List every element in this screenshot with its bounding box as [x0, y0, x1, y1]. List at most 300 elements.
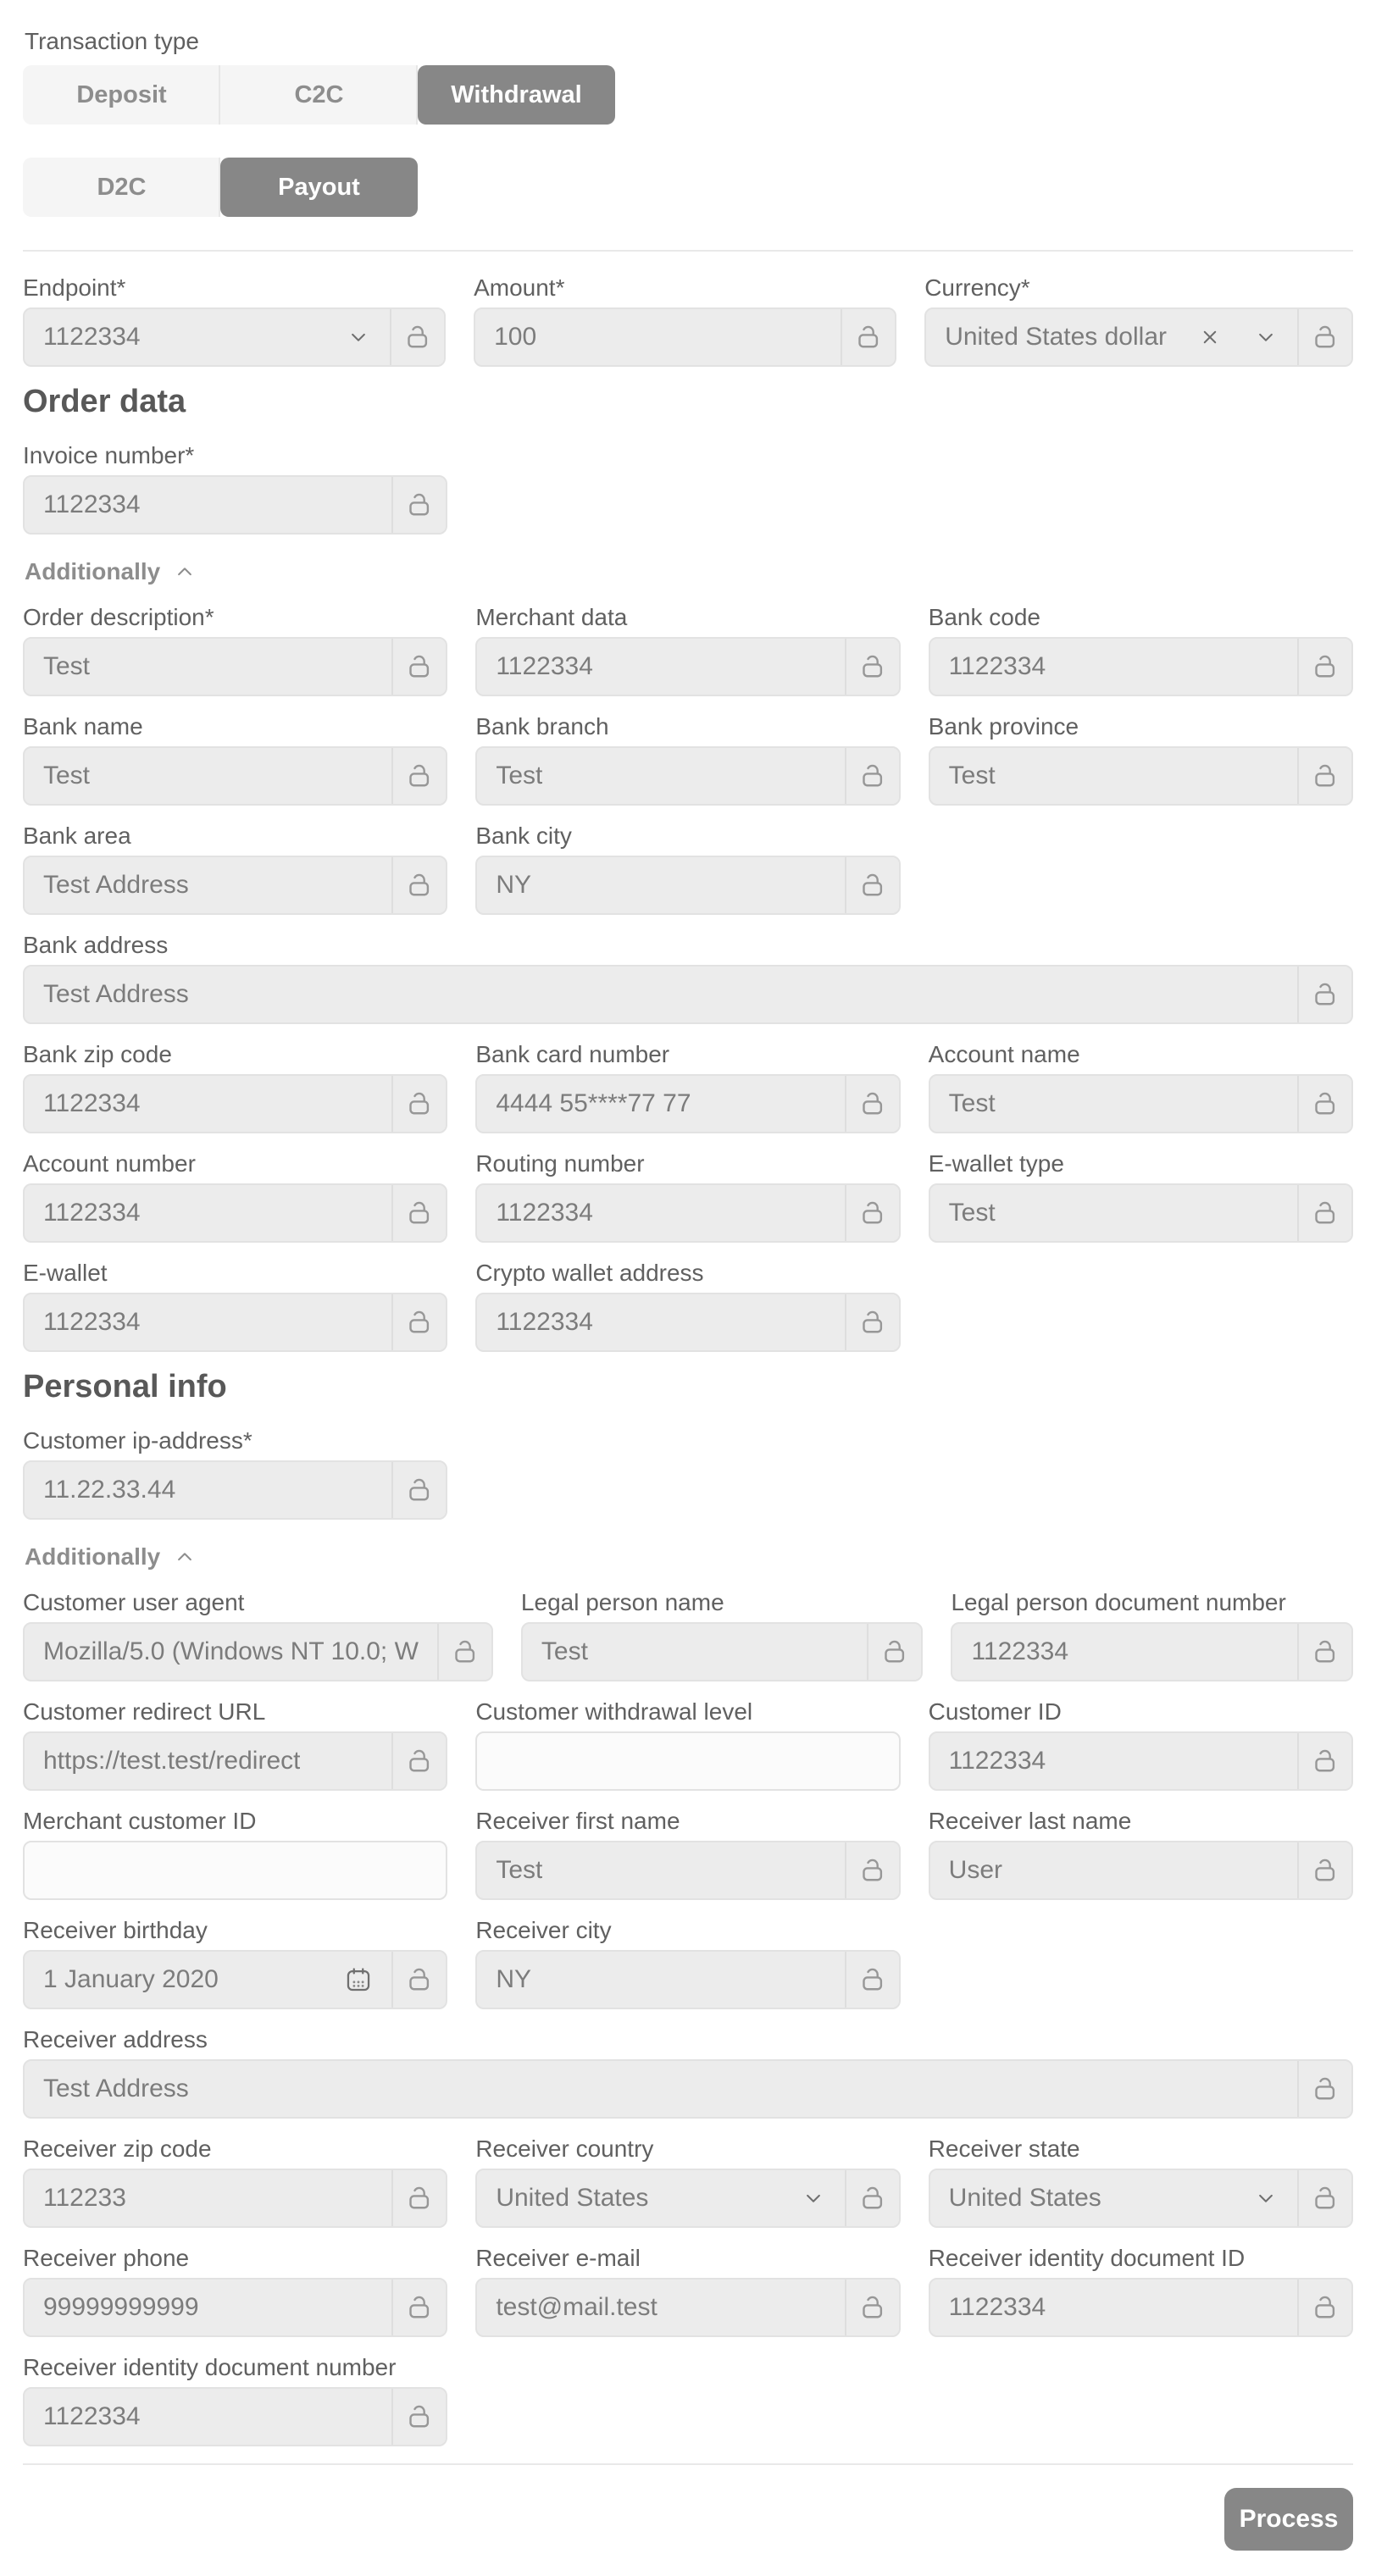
lock-toggle[interactable]: [1297, 748, 1351, 804]
field-value: Test: [496, 1856, 543, 1884]
lock-toggle[interactable]: [391, 1185, 446, 1241]
field-value: Test: [948, 1089, 996, 1117]
form-row: [23, 1698, 1353, 1791]
unlock-icon: [404, 761, 435, 791]
lock-toggle[interactable]: [391, 748, 446, 804]
customer-id-label: Customer ID: [928, 1698, 1062, 1725]
lock-toggle[interactable]: [1297, 1842, 1351, 1898]
unlock-icon: [404, 1089, 435, 1119]
field-main: [523, 1624, 868, 1680]
field-bank-name: [23, 713, 447, 806]
lock-toggle[interactable]: [391, 1952, 446, 2008]
field-value: United States: [948, 2184, 1101, 2212]
unlock-icon: [404, 1198, 435, 1228]
field-receiver-birthday: [23, 1917, 447, 2009]
field-routing-number: [475, 1150, 900, 1243]
field-value: 100: [494, 323, 537, 351]
order-additionally-toggle[interactable]: [25, 558, 197, 585]
field-value: 1122334: [948, 652, 1046, 680]
bank-name-input[interactable]: [23, 746, 447, 806]
field-main: [930, 639, 1297, 695]
e-wallet-type-label: E-wallet type: [928, 1150, 1064, 1177]
field-main: [25, 2280, 391, 2335]
lock-toggle[interactable]: [1297, 2061, 1351, 2117]
additionally-label: Additionally: [25, 1543, 161, 1570]
field-value: Test: [948, 762, 996, 789]
field-merchant-customer-id: [23, 1808, 447, 1900]
unlock-icon: [1310, 1198, 1340, 1228]
unlock-icon: [404, 651, 435, 682]
lock-toggle[interactable]: [845, 2280, 899, 2335]
personal-additionally-toggle[interactable]: [25, 1543, 197, 1571]
field-bank-card-number: [475, 1041, 900, 1133]
form-row: [23, 823, 1353, 915]
receiver-identity-document-number-label: Receiver identity document number: [23, 2354, 397, 2380]
transaction-type-group: [23, 65, 1353, 125]
account-number-label: Account number: [23, 1150, 196, 1177]
field-main: [477, 748, 844, 804]
chevron-up-icon: [172, 1544, 197, 1570]
unlock-icon: [450, 1637, 480, 1667]
field-legal-person-document-number: [951, 1589, 1353, 1681]
lock-toggle[interactable]: [1297, 1624, 1351, 1680]
unlock-icon: [1310, 1089, 1340, 1119]
form-row: [23, 1260, 1353, 1352]
endpoint-label: Endpoint*: [23, 274, 126, 301]
bank-area-label: Bank area: [23, 823, 131, 849]
lock-toggle[interactable]: [391, 639, 446, 695]
bank-card-number-input[interactable]: [475, 1074, 900, 1133]
bank-branch-label: Bank branch: [475, 713, 609, 740]
receiver-address-input[interactable]: [23, 2059, 1353, 2119]
field-main: [25, 1185, 391, 1241]
unlock-icon: [402, 322, 433, 352]
e-wallet-input[interactable]: [23, 1293, 447, 1352]
chevron-down-icon: [346, 324, 371, 350]
form-footer: [23, 2488, 1353, 2551]
receiver-first-name-input[interactable]: [475, 1841, 900, 1900]
endpoint-select[interactable]: [23, 307, 446, 367]
field-crypto-wallet-address: [475, 1260, 900, 1352]
receiver-identity-document-id-input[interactable]: [929, 2278, 1353, 2337]
field-main: [25, 2389, 391, 2445]
lock-toggle[interactable]: [1297, 639, 1351, 695]
lock-toggle[interactable]: [391, 477, 446, 533]
receiver-e-mail-input[interactable]: [475, 2278, 900, 2337]
field-value: 11.22.33.44: [43, 1476, 176, 1504]
lock-toggle[interactable]: [1297, 1185, 1351, 1241]
bank-zip-code-input[interactable]: [23, 1074, 447, 1133]
field-value: https://test.test/redirect: [43, 1747, 301, 1775]
bank-address-input[interactable]: [23, 965, 1353, 1024]
field-main: [926, 309, 1297, 365]
field-main: [477, 857, 844, 913]
unlock-icon: [857, 1964, 888, 1995]
receiver-zip-code-label: Receiver zip code: [23, 2136, 212, 2162]
lock-toggle[interactable]: [391, 2280, 446, 2335]
field-customer-user-agent: [23, 1589, 493, 1681]
lock-toggle[interactable]: [437, 1624, 491, 1680]
unlock-icon: [404, 490, 435, 520]
lock-toggle[interactable]: [391, 2389, 446, 2445]
field-main: [477, 1952, 844, 2008]
legal-person-document-number-input[interactable]: [951, 1622, 1353, 1681]
unlock-icon: [404, 870, 435, 900]
field-amount: [474, 274, 896, 367]
field-main: [930, 748, 1297, 804]
lock-toggle[interactable]: [1297, 967, 1351, 1022]
field-value: Test Address: [43, 2075, 189, 2102]
receiver-first-name-label: Receiver first name: [475, 1808, 680, 1834]
lock-toggle[interactable]: [390, 309, 444, 365]
field-receiver-e-mail: [475, 2245, 900, 2337]
customer-user-agent-label: Customer user agent: [23, 1589, 245, 1615]
clear-icon[interactable]: [1197, 324, 1223, 350]
field-main: [25, 1076, 391, 1132]
order-description-input[interactable]: [23, 637, 447, 696]
field-main: [952, 1624, 1297, 1680]
tab-payout[interactable]: Payout: [220, 158, 418, 217]
unlock-icon: [404, 1964, 435, 1995]
lock-toggle[interactable]: [391, 1733, 446, 1789]
field-customer-redirect-url: [23, 1698, 447, 1791]
form-row: [23, 1150, 1353, 1243]
field-customer-ip-address: [23, 1427, 447, 1520]
field-main: [930, 2280, 1297, 2335]
unlock-icon: [1310, 2292, 1340, 2323]
unlock-icon: [404, 2401, 435, 2432]
bank-province-input[interactable]: [929, 746, 1353, 806]
lock-toggle[interactable]: [845, 1076, 899, 1132]
field-receiver-city: [475, 1917, 900, 2009]
field-value: 1122334: [948, 2293, 1046, 2321]
form-row: [23, 1917, 1353, 2009]
lock-toggle[interactable]: [845, 748, 899, 804]
field-main: [25, 1624, 437, 1680]
lock-toggle[interactable]: [845, 1294, 899, 1350]
field-main: [25, 639, 391, 695]
unlock-icon: [1310, 322, 1340, 352]
field-value: Test: [948, 1199, 996, 1227]
additionally-label: Additionally: [25, 558, 161, 584]
field-main: [477, 1185, 844, 1241]
receiver-last-name-input[interactable]: [929, 1841, 1353, 1900]
customer-ip-address-input[interactable]: [23, 1460, 447, 1520]
lock-toggle[interactable]: [391, 1462, 446, 1518]
form-row: [23, 1589, 1353, 1681]
bank-area-input[interactable]: [23, 856, 447, 915]
field-customer-id: [929, 1698, 1353, 1791]
field-receiver-state: [929, 2136, 1353, 2228]
field-main: [477, 1294, 844, 1350]
field-value: 1 January 2020: [43, 1965, 219, 1993]
lock-toggle[interactable]: [1297, 309, 1351, 365]
bank-code-input[interactable]: [929, 637, 1353, 696]
account-name-input[interactable]: [929, 1074, 1353, 1133]
unlock-icon: [857, 2183, 888, 2213]
merchant-data-input[interactable]: [475, 637, 900, 696]
field-value: Test Address: [43, 980, 189, 1008]
field-main: [475, 309, 841, 365]
unlock-icon: [857, 1089, 888, 1119]
field-main: [477, 639, 844, 695]
field-value: 1122334: [43, 1199, 141, 1227]
form-row: [23, 713, 1353, 806]
unlock-icon: [404, 2183, 435, 2213]
form-row: [23, 1808, 1353, 1900]
e-wallet-type-input[interactable]: [929, 1183, 1353, 1243]
merchant-data-label: Merchant data: [475, 604, 628, 630]
amount-input[interactable]: [474, 307, 896, 367]
unlock-icon: [1310, 1746, 1340, 1776]
field-value: Test: [43, 652, 91, 680]
unlock-icon: [857, 761, 888, 791]
field-value: Mozilla/5.0 (Windows NT 10.0; W: [43, 1637, 419, 1665]
lock-toggle[interactable]: [391, 1076, 446, 1132]
receiver-last-name-label: Receiver last name: [928, 1808, 1132, 1834]
receiver-birthday-label: Receiver birthday: [23, 1917, 208, 1943]
field-value: 1122334: [971, 1637, 1069, 1665]
field-account-name: [929, 1041, 1353, 1133]
unlock-icon: [857, 1198, 888, 1228]
unlock-icon: [857, 2292, 888, 2323]
merchant-customer-id-input[interactable]: [23, 1841, 447, 1900]
form-row: [23, 2136, 1353, 2228]
field-value: 1122334: [496, 652, 593, 680]
field-main: [477, 1733, 898, 1789]
receiver-e-mail-label: Receiver e-mail: [475, 2245, 641, 2271]
invoice-number-label: Invoice number*: [23, 442, 195, 468]
customer-user-agent-input[interactable]: [23, 1622, 493, 1681]
field-endpoint: [23, 274, 446, 367]
receiver-birthday-datepicker[interactable]: [23, 1950, 447, 2009]
legal-person-name-input[interactable]: [521, 1622, 924, 1681]
field-main: [25, 1733, 391, 1789]
field-invoice-number: [23, 442, 447, 535]
chevron-down-icon: [1253, 324, 1279, 350]
unlock-icon: [404, 1307, 435, 1338]
field-currency: [924, 274, 1353, 367]
field-main: [930, 1842, 1297, 1898]
form-row: [23, 274, 1353, 367]
field-receiver-first-name: [475, 1808, 900, 1900]
field-value: Test: [496, 762, 543, 789]
field-value: 1122334: [43, 1089, 141, 1117]
form-row: [23, 2026, 1353, 2119]
calendar-icon[interactable]: [344, 1965, 373, 1994]
tab-deposit[interactable]: Deposit: [23, 65, 220, 125]
field-value: United States dollar: [945, 323, 1167, 351]
lock-toggle[interactable]: [845, 639, 899, 695]
lock-toggle[interactable]: [391, 2170, 446, 2226]
receiver-city-label: Receiver city: [475, 1917, 612, 1943]
tab-withdrawal[interactable]: Withdrawal: [418, 65, 615, 125]
receiver-country-label: Receiver country: [475, 2136, 654, 2162]
unlock-icon: [857, 1855, 888, 1886]
crypto-wallet-address-label: Crypto wallet address: [475, 1260, 704, 1286]
section-divider: [23, 2463, 1353, 2465]
field-receiver-country: [475, 2136, 900, 2228]
field-bank-area: [23, 823, 447, 915]
field-bank-province: [929, 713, 1353, 806]
amount-label: Amount*: [474, 274, 565, 301]
unlock-icon: [857, 651, 888, 682]
unlock-icon: [1310, 761, 1340, 791]
form-row: [23, 2245, 1353, 2337]
chevron-down-icon: [1253, 2185, 1279, 2211]
field-main: [25, 309, 390, 365]
tab-c2c[interactable]: C2C: [220, 65, 418, 125]
field-e-wallet-type: [929, 1150, 1353, 1243]
routing-number-input[interactable]: [475, 1183, 900, 1243]
unlock-icon: [404, 1746, 435, 1776]
field-value: User: [948, 1856, 1002, 1884]
field-main: [25, 1952, 391, 2008]
customer-redirect-url-label: Customer redirect URL: [23, 1698, 266, 1725]
bank-branch-input[interactable]: [475, 746, 900, 806]
field-main: [25, 857, 391, 913]
unlock-icon: [1310, 2074, 1340, 2104]
legal-person-name-label: Legal person name: [520, 1589, 724, 1615]
lock-toggle[interactable]: [1297, 1076, 1351, 1132]
field-main: [477, 1842, 844, 1898]
merchant-customer-id-label: Merchant customer ID: [23, 1808, 257, 1834]
field-main: [25, 748, 391, 804]
bank-zip-code-label: Bank zip code: [23, 1041, 172, 1067]
field-customer-withdrawal-level: [475, 1698, 900, 1791]
lock-toggle[interactable]: [845, 1185, 899, 1241]
field-main: [25, 477, 391, 533]
account-name-label: Account name: [928, 1041, 1080, 1067]
receiver-state-select[interactable]: [929, 2169, 1353, 2228]
field-value: 1122334: [43, 323, 141, 351]
unlock-icon: [857, 870, 888, 900]
lock-toggle[interactable]: [845, 1842, 899, 1898]
chevron-up-icon: [172, 559, 197, 584]
field-main: [25, 967, 1297, 1022]
field-receiver-zip-code: [23, 2136, 447, 2228]
receiver-city-input[interactable]: [475, 1950, 900, 2009]
lock-toggle[interactable]: [1297, 2170, 1351, 2226]
order-description-label: Order description*: [23, 604, 214, 630]
lock-toggle[interactable]: [391, 857, 446, 913]
form-row: [23, 1427, 1353, 1520]
customer-withdrawal-level-input[interactable]: [475, 1731, 900, 1791]
receiver-zip-code-input[interactable]: [23, 2169, 447, 2228]
field-bank-code: [929, 604, 1353, 696]
bank-name-label: Bank name: [23, 713, 143, 740]
receiver-phone-input[interactable]: [23, 2278, 447, 2337]
field-value: NY: [496, 1965, 532, 1993]
transaction-type-groups: [23, 65, 1353, 217]
lock-toggle[interactable]: [867, 1624, 921, 1680]
section-heading-order-data: Order data: [23, 384, 186, 419]
unlock-icon: [404, 1475, 435, 1505]
unlock-icon: [1310, 651, 1340, 682]
form-row: [23, 932, 1353, 1024]
process-button[interactable]: Process: [1224, 2488, 1353, 2551]
field-main: [477, 2170, 844, 2226]
lock-toggle[interactable]: [1297, 2280, 1351, 2335]
field-main: [930, 1185, 1297, 1241]
crypto-wallet-address-input[interactable]: [475, 1293, 900, 1352]
unlock-icon: [853, 322, 884, 352]
unlock-icon: [857, 1307, 888, 1338]
lock-toggle[interactable]: [1297, 1733, 1351, 1789]
bank-code-label: Bank code: [928, 604, 1040, 630]
customer-ip-address-label: Customer ip-address*: [23, 1427, 252, 1454]
receiver-country-select[interactable]: [475, 2169, 900, 2228]
currency-label: Currency*: [924, 274, 1030, 301]
lock-toggle[interactable]: [845, 1952, 899, 2008]
field-value: NY: [496, 871, 532, 899]
customer-id-input[interactable]: [929, 1731, 1353, 1791]
field-main: [930, 1076, 1297, 1132]
lock-toggle[interactable]: [845, 2170, 899, 2226]
currency-select[interactable]: [924, 307, 1353, 367]
transaction-type-label: Transaction type: [25, 28, 199, 54]
field-value: Test: [541, 1637, 588, 1665]
field-main: [25, 1294, 391, 1350]
lock-toggle[interactable]: [391, 1294, 446, 1350]
chevron-down-icon: [801, 2185, 826, 2211]
bank-city-input[interactable]: [475, 856, 900, 915]
receiver-identity-document-number-input[interactable]: [23, 2387, 447, 2446]
invoice-number-input[interactable]: [23, 475, 447, 535]
field-value: 1122334: [496, 1308, 593, 1336]
routing-number-label: Routing number: [475, 1150, 645, 1177]
field-value: 1122334: [43, 490, 141, 518]
field-value: 99999999999: [43, 2293, 199, 2321]
field-receiver-identity-document-number: [23, 2354, 447, 2446]
field-main: [930, 1733, 1297, 1789]
receiver-state-label: Receiver state: [928, 2136, 1080, 2162]
field-bank-zip-code: [23, 1041, 447, 1133]
transaction-type-group: [23, 158, 1353, 217]
unlock-icon: [1310, 2183, 1340, 2213]
tab-d2c[interactable]: D2C: [23, 158, 220, 217]
form-row: [23, 2354, 1353, 2446]
field-main: [25, 2170, 391, 2226]
field-receiver-identity-document-id: [929, 2245, 1353, 2337]
field-value: Test: [43, 762, 91, 789]
bank-province-label: Bank province: [928, 713, 1079, 740]
field-main: [25, 2061, 1297, 2117]
lock-toggle[interactable]: [841, 309, 895, 365]
field-value: 112233: [43, 2184, 126, 2212]
customer-redirect-url-input[interactable]: [23, 1731, 447, 1791]
field-main: [25, 1842, 446, 1898]
field-order-description: [23, 604, 447, 696]
bank-card-number-label: Bank card number: [475, 1041, 670, 1067]
lock-toggle[interactable]: [845, 857, 899, 913]
e-wallet-label: E-wallet: [23, 1260, 108, 1286]
field-merchant-data: [475, 604, 900, 696]
form-blocks: [23, 250, 1353, 2465]
field-value: 1122334: [948, 1747, 1046, 1775]
form-row: [23, 442, 1353, 535]
account-number-input[interactable]: [23, 1183, 447, 1243]
field-value: 4444 55****77 77: [496, 1089, 691, 1117]
field-main: [25, 1462, 391, 1518]
field-e-wallet: [23, 1260, 447, 1352]
section-divider: [23, 250, 1353, 252]
field-receiver-address: [23, 2026, 1353, 2119]
bank-city-label: Bank city: [475, 823, 572, 849]
bank-address-label: Bank address: [23, 932, 169, 958]
field-value: 1122334: [43, 1308, 141, 1336]
field-main: [477, 1076, 844, 1132]
